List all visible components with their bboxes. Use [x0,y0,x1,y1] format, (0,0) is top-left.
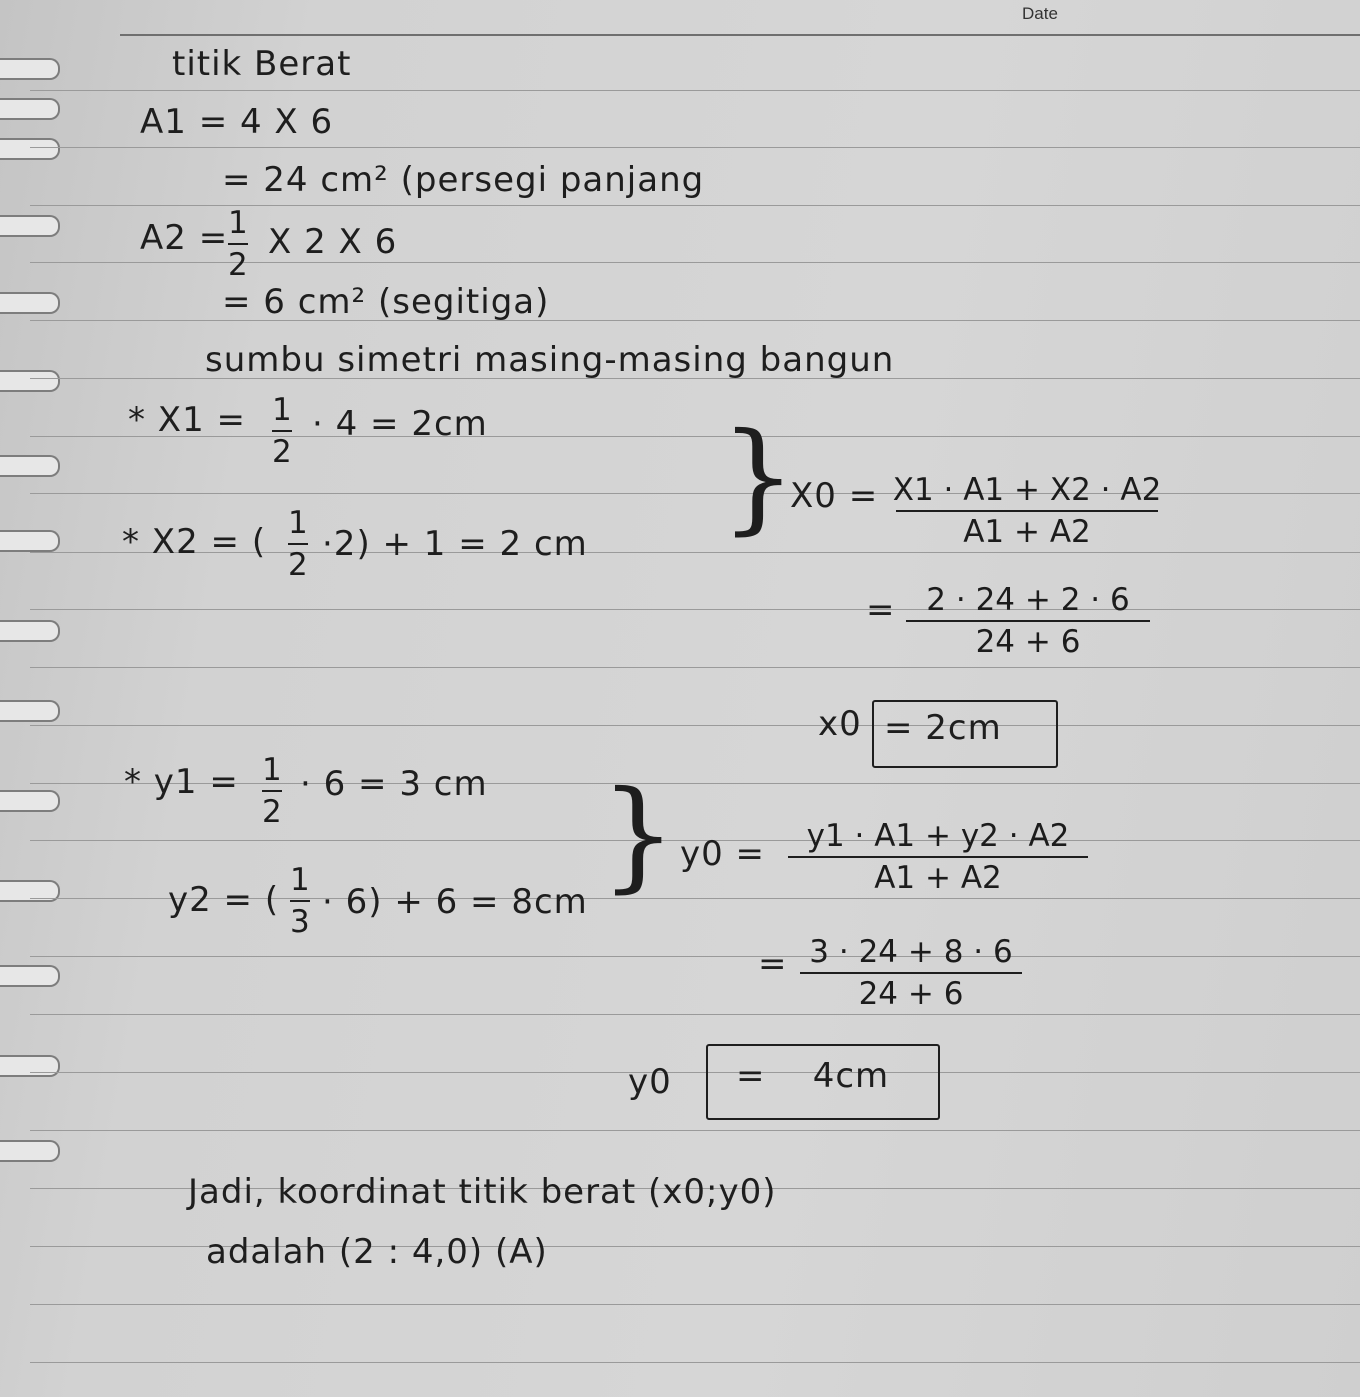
spiral-ring [0,700,60,722]
y2-fraction [290,862,310,940]
y0-equals: = [758,944,788,984]
y0-formula-fraction [788,818,1088,896]
spiral-ring [0,455,60,477]
x1-prefix: * X1 = [128,400,247,440]
x0-label: X0 = [790,476,879,516]
ruled-line [30,1014,1360,1015]
ruled-line [30,90,1360,91]
a2-prefix: A2 = [140,218,229,258]
fraction-bar [290,900,310,902]
fraction-denominator: 3 [290,904,310,940]
y2-result: · 6) + 6 = 8cm [322,882,588,922]
a2-formula-rest: X 2 X 6 [268,222,398,262]
y0-result-label: y0 [628,1062,672,1102]
date-label: Date [1022,4,1058,23]
fraction-numerator: y1 · A1 + y2 · A2 [806,818,1070,854]
spiral-ring [0,370,60,392]
fraction-bar [788,856,1088,858]
a1-formula: A1 = 4 X 6 [140,102,334,142]
spiral-ring [0,530,60,552]
y1-fraction [262,752,282,830]
ruled-line [30,1304,1360,1305]
fraction-numerator: 2 · 24 + 2 · 6 [926,582,1130,618]
x0-equals: = [866,590,896,630]
conclusion-line-1: Jadi, koordinat titik berat (x0;y0) [188,1172,777,1212]
y0-substituted-fraction [800,934,1022,1012]
ruled-line [30,609,1360,610]
a2-result: = 6 cm² (segitiga) [222,282,550,322]
brace-x: } [720,408,797,547]
x0-substituted-fraction [906,582,1150,660]
y1-prefix: * y1 = [124,762,239,802]
ruled-line [30,1072,1360,1073]
fraction-bar [896,510,1158,512]
fraction-denominator: A1 + A2 [963,514,1091,550]
x1-fraction [272,392,292,470]
x0-result: = 2cm [884,708,1002,748]
fraction-denominator: 2 [272,434,292,470]
spiral-ring [0,138,60,160]
fraction-numerator: 1 [288,505,308,541]
fraction-numerator: 3 · 24 + 8 · 6 [809,934,1013,970]
fraction-denominator: 2 [262,794,282,830]
ruled-line [30,956,1360,957]
header-rule [120,34,1360,36]
ruled-line [30,725,1360,726]
x2-fraction [288,505,308,583]
ruled-line [30,1130,1360,1131]
spiral-ring [0,965,60,987]
fraction-numerator: 1 [262,752,282,788]
y0-result: = 4cm [736,1056,890,1096]
conclusion-line-2: adalah (2 : 4,0) (A) [206,1232,548,1272]
note-title: titik Berat [172,44,352,84]
spiral-ring [0,215,60,237]
x0-result-label: x0 [818,704,862,744]
fraction-denominator: 2 [228,247,248,283]
fraction-denominator: A1 + A2 [874,860,1002,896]
spiral-ring [0,1140,60,1162]
fraction-bar [272,430,292,432]
spiral-ring [0,790,60,812]
ruled-line [30,1362,1360,1363]
fraction-bar [800,972,1022,974]
fraction-denominator: 2 [288,547,308,583]
fraction-bar [262,790,282,792]
fraction-bar [288,543,308,545]
fraction-numerator: 1 [290,862,310,898]
spiral-ring [0,1055,60,1077]
fraction-bar [228,243,248,245]
fraction-bar [906,620,1150,622]
spiral-ring [0,98,60,120]
x2-prefix: * X2 = ( [122,522,267,562]
symmetry-axis-heading: sumbu simetri masing-masing bangun [205,340,895,380]
spiral-ring [0,58,60,80]
ruled-line [30,147,1360,148]
ruled-line [30,667,1360,668]
spiral-ring [0,620,60,642]
fraction-numerator: 1 [272,392,292,428]
fraction-denominator: 24 + 6 [858,976,964,1012]
spiral-ring [0,292,60,314]
a2-half-fraction [228,205,248,283]
y0-label: y0 = [680,834,766,874]
y1-result: · 6 = 3 cm [300,764,488,804]
x0-formula-fraction [892,472,1162,550]
fraction-numerator: X1 · A1 + X2 · A2 [892,472,1162,508]
y2-prefix: y2 = ( [168,880,280,920]
a1-result: = 24 cm² (persegi panjang [222,160,705,200]
brace-y: } [600,766,677,905]
x1-result: · 4 = 2cm [312,404,488,444]
fraction-denominator: 24 + 6 [975,624,1081,660]
fraction-numerator: 1 [228,205,248,241]
x2-result: ·2) + 1 = 2 cm [322,524,588,564]
